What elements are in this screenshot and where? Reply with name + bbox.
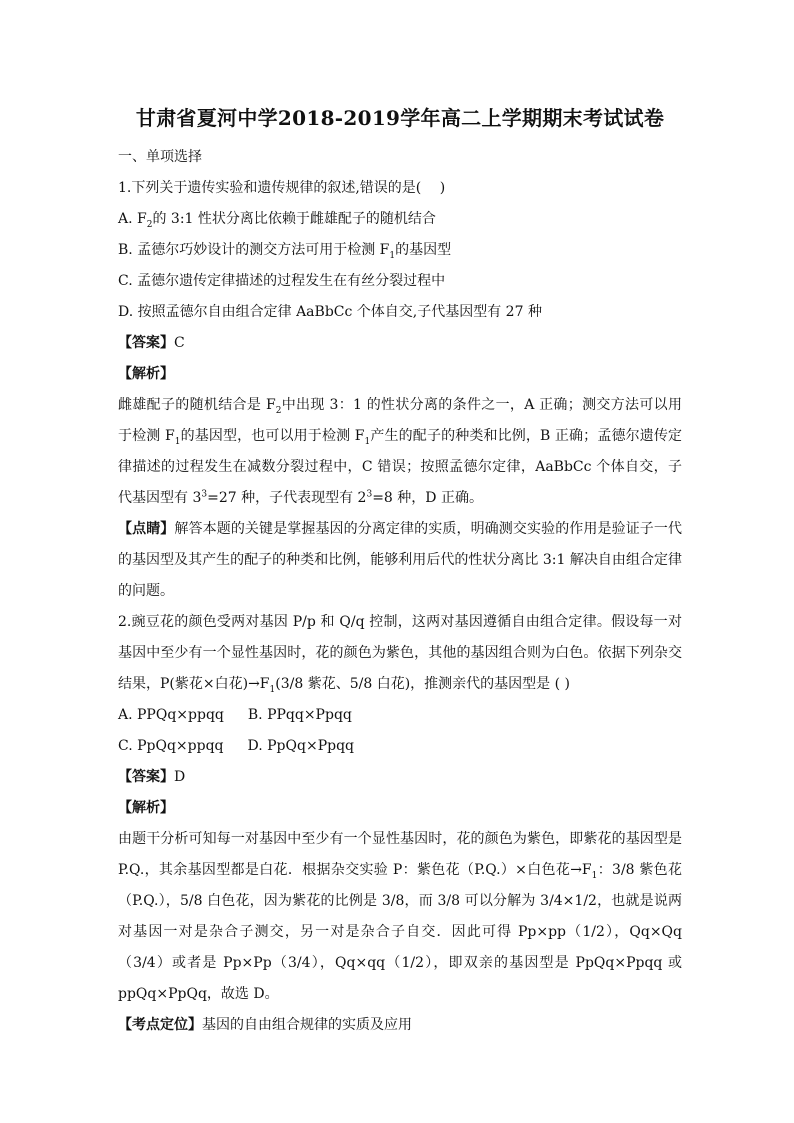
q2-point: 【考点定位】基因的自由组合规律的实质及应用: [118, 1017, 412, 1033]
q1-analysis-tag: 【解析】: [118, 366, 174, 382]
q2-answer-value: D: [174, 769, 186, 785]
document-title: 甘肃省夏河中学2018-2019学年高二上学期期末考试试卷: [135, 106, 665, 130]
q2-options-row-1: [118, 700, 682, 731]
q2-answer: [118, 762, 682, 793]
q2-analysis-tag: 【解析】: [118, 800, 174, 816]
section-heading: 一、单项选择: [118, 149, 202, 165]
q1-highlight: 【点睛】解答本题的关键是掌握基因的分离定律的实质，明确测交实验的作用是验证子一代的基因型及其产生的配子的种类和比例，能够利用后代的性状分离比 3:1 解决自由组合定律的问题。: [118, 521, 683, 599]
q1-option-a: A. $F_2$的 3:1 性状分离比依赖于雌雄配子的随机结合: [118, 211, 436, 230]
q2-option-c: C. PpQq×ppqq: [118, 738, 224, 754]
point-tag: 【考点定位】: [118, 1017, 202, 1033]
q2-option-a: A. PPQq×ppqq: [118, 707, 224, 723]
q1-answer-value: C: [174, 335, 185, 351]
answer-tag: 【答案】: [118, 769, 174, 785]
q2-analysis-text: 由题干分析可知每一对基因中至少有一个显性基因时，花的颜色为紫色，即紫花的基因型是 P.Q.，其余基因型都是白花．根据杂交实验 P：紫色花（P.Q.）×白色花$\to F_1$：3/8 紫色花（P.Q.），5/8 白色花，因为紫花的比例是 3/8，而 3/8 可以分解为 3/4×1/2，也就是说两对基因一对是杂合子测交，另一对是杂合子自交．因此可得 Pp×pp（1/2），Qq×Qq（3/4）或者是 Pp×Pp（3/4），Qq×qq（1/2），即双亲的基因型是 PpQq×Ppqq 或 ppQq×PpQq，故选 D。: [118, 831, 682, 1002]
q2-option-b: B. PPqq×Ppqq: [247, 707, 352, 723]
q2-option-d: D. PpQq×Ppqq: [247, 738, 354, 754]
q1-analysis-text: 雌雄配子的随机结合是 $F_2$中出现 3：1 的性状分离的条件之一，A 正确；测交方法可以用于检测 $F_1$的基因型，也可以用于检测 $F_1$产生的配子的种类和比例，B 正确；孟德尔遗传定律描述的过程发生在减数分裂过程中，C 错误；按照孟德尔定律，AaBbCc 个体自交，子代基因型有 $3^3=27$ 种，子代表现型有 $2^3=8$ 种，D 正确。: [118, 397, 682, 506]
q1-option-c: C. 孟德尔遗传定律描述的过程发生在有丝分裂过程中: [118, 273, 446, 289]
q2-options-row-2: [118, 731, 682, 762]
q1-answer: [118, 328, 682, 359]
q1-option-b: B. 孟德尔巧妙设计的测交方法可用于检测 $F_1$的基因型: [118, 242, 452, 261]
q1-stem: 1.下列关于遗传实验和遗传规律的叙述,错误的是( ): [118, 180, 446, 196]
q1-option-d: D. 按照孟德尔自由组合定律 AaBbCc 个体自交,子代基因型有 27 种: [118, 304, 542, 320]
highlight-tag: 【点睛】: [118, 521, 175, 537]
q2-stem: 2.豌豆花的颜色受两对基因 P/p 和 Q/q 控制，这两对基因遵循自由组合定律。假设每一对基因中至少有一个显性基因时，花的颜色为紫色，其他的基因组合则为白色。依据下列杂交结果，P(紫花×白花)$\to F_1(3/8$ 紫花、5/8 白花)，推测亲代的基因型是 ( ): [118, 614, 682, 695]
answer-tag: 【答案】: [118, 335, 174, 351]
